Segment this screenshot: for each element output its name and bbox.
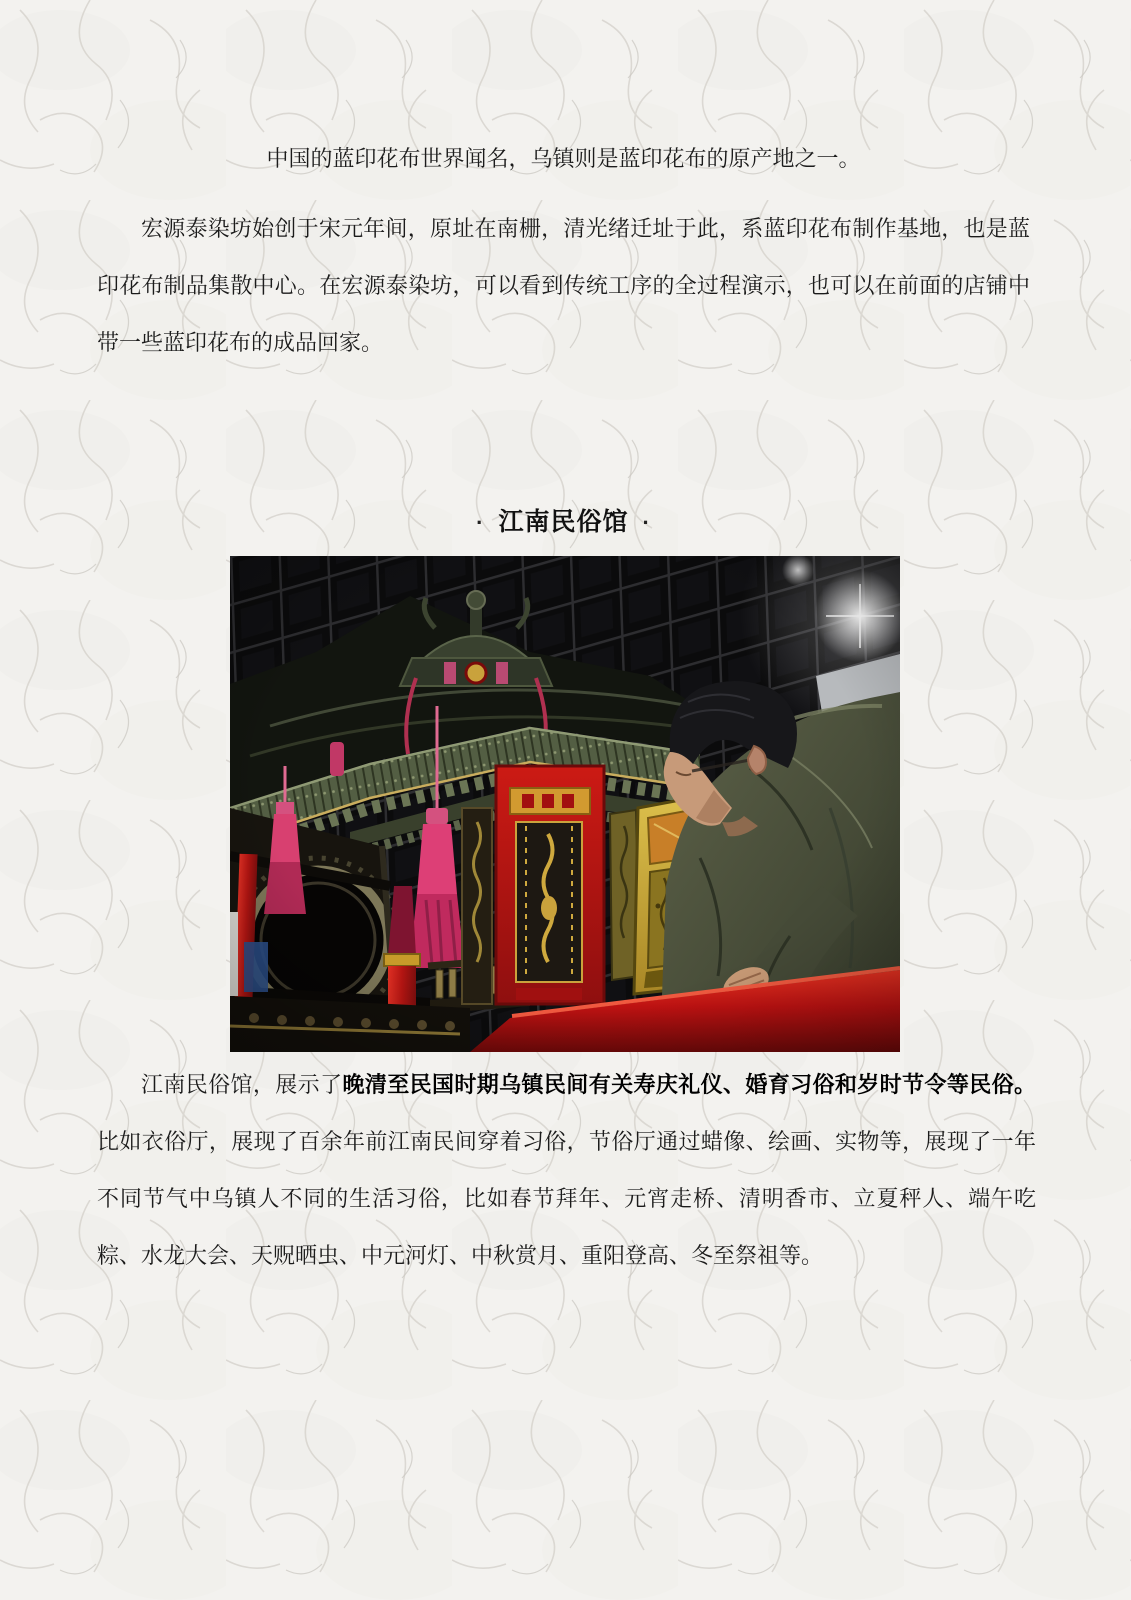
folk-lead-bold: 晚清至民国时期乌镇民间有关寿庆礼仪、婚育习俗和岁时节令等民俗。 [342, 1072, 1036, 1097]
section-heading [97, 497, 1030, 548]
heading-title: 江南民俗馆 [498, 508, 629, 536]
folk-lead: 江南民俗馆，展示了 [141, 1072, 343, 1097]
heading-dot-left: · [476, 510, 485, 535]
museum-photo [230, 556, 900, 1052]
intro-line: 中国的蓝印花布世界闻名，乌镇则是蓝印花布的原产地之一。 [266, 146, 861, 171]
folk-paragraph [97, 1056, 1036, 1284]
folk-body: 比如衣俗厅，展现了百余年前江南民间穿着习俗，节俗厅通过蜡像、绘画、实物等，展现了一年不同节气中乌镇人不同的生活习俗，比如春节拜年、元宵走桥、清明香市、立夏秤人、端午吃粽、水龙大会、天贶晒虫、中元河灯、中秋赏月、重阳登高、冬至祭祖等。 [97, 1129, 1036, 1268]
heading-dot-right: · [642, 510, 651, 535]
intro-paragraph: 宏源泰染坊始创于宋元年间，原址在南栅，清光绪迁址于此，系蓝印花布制作基地，也是蓝印花布制品集散中心。在宏源泰染坊，可以看到传统工序的全过程演示，也可以在前面的店铺中带一些蓝印花布的成品回家。 [97, 216, 1030, 355]
